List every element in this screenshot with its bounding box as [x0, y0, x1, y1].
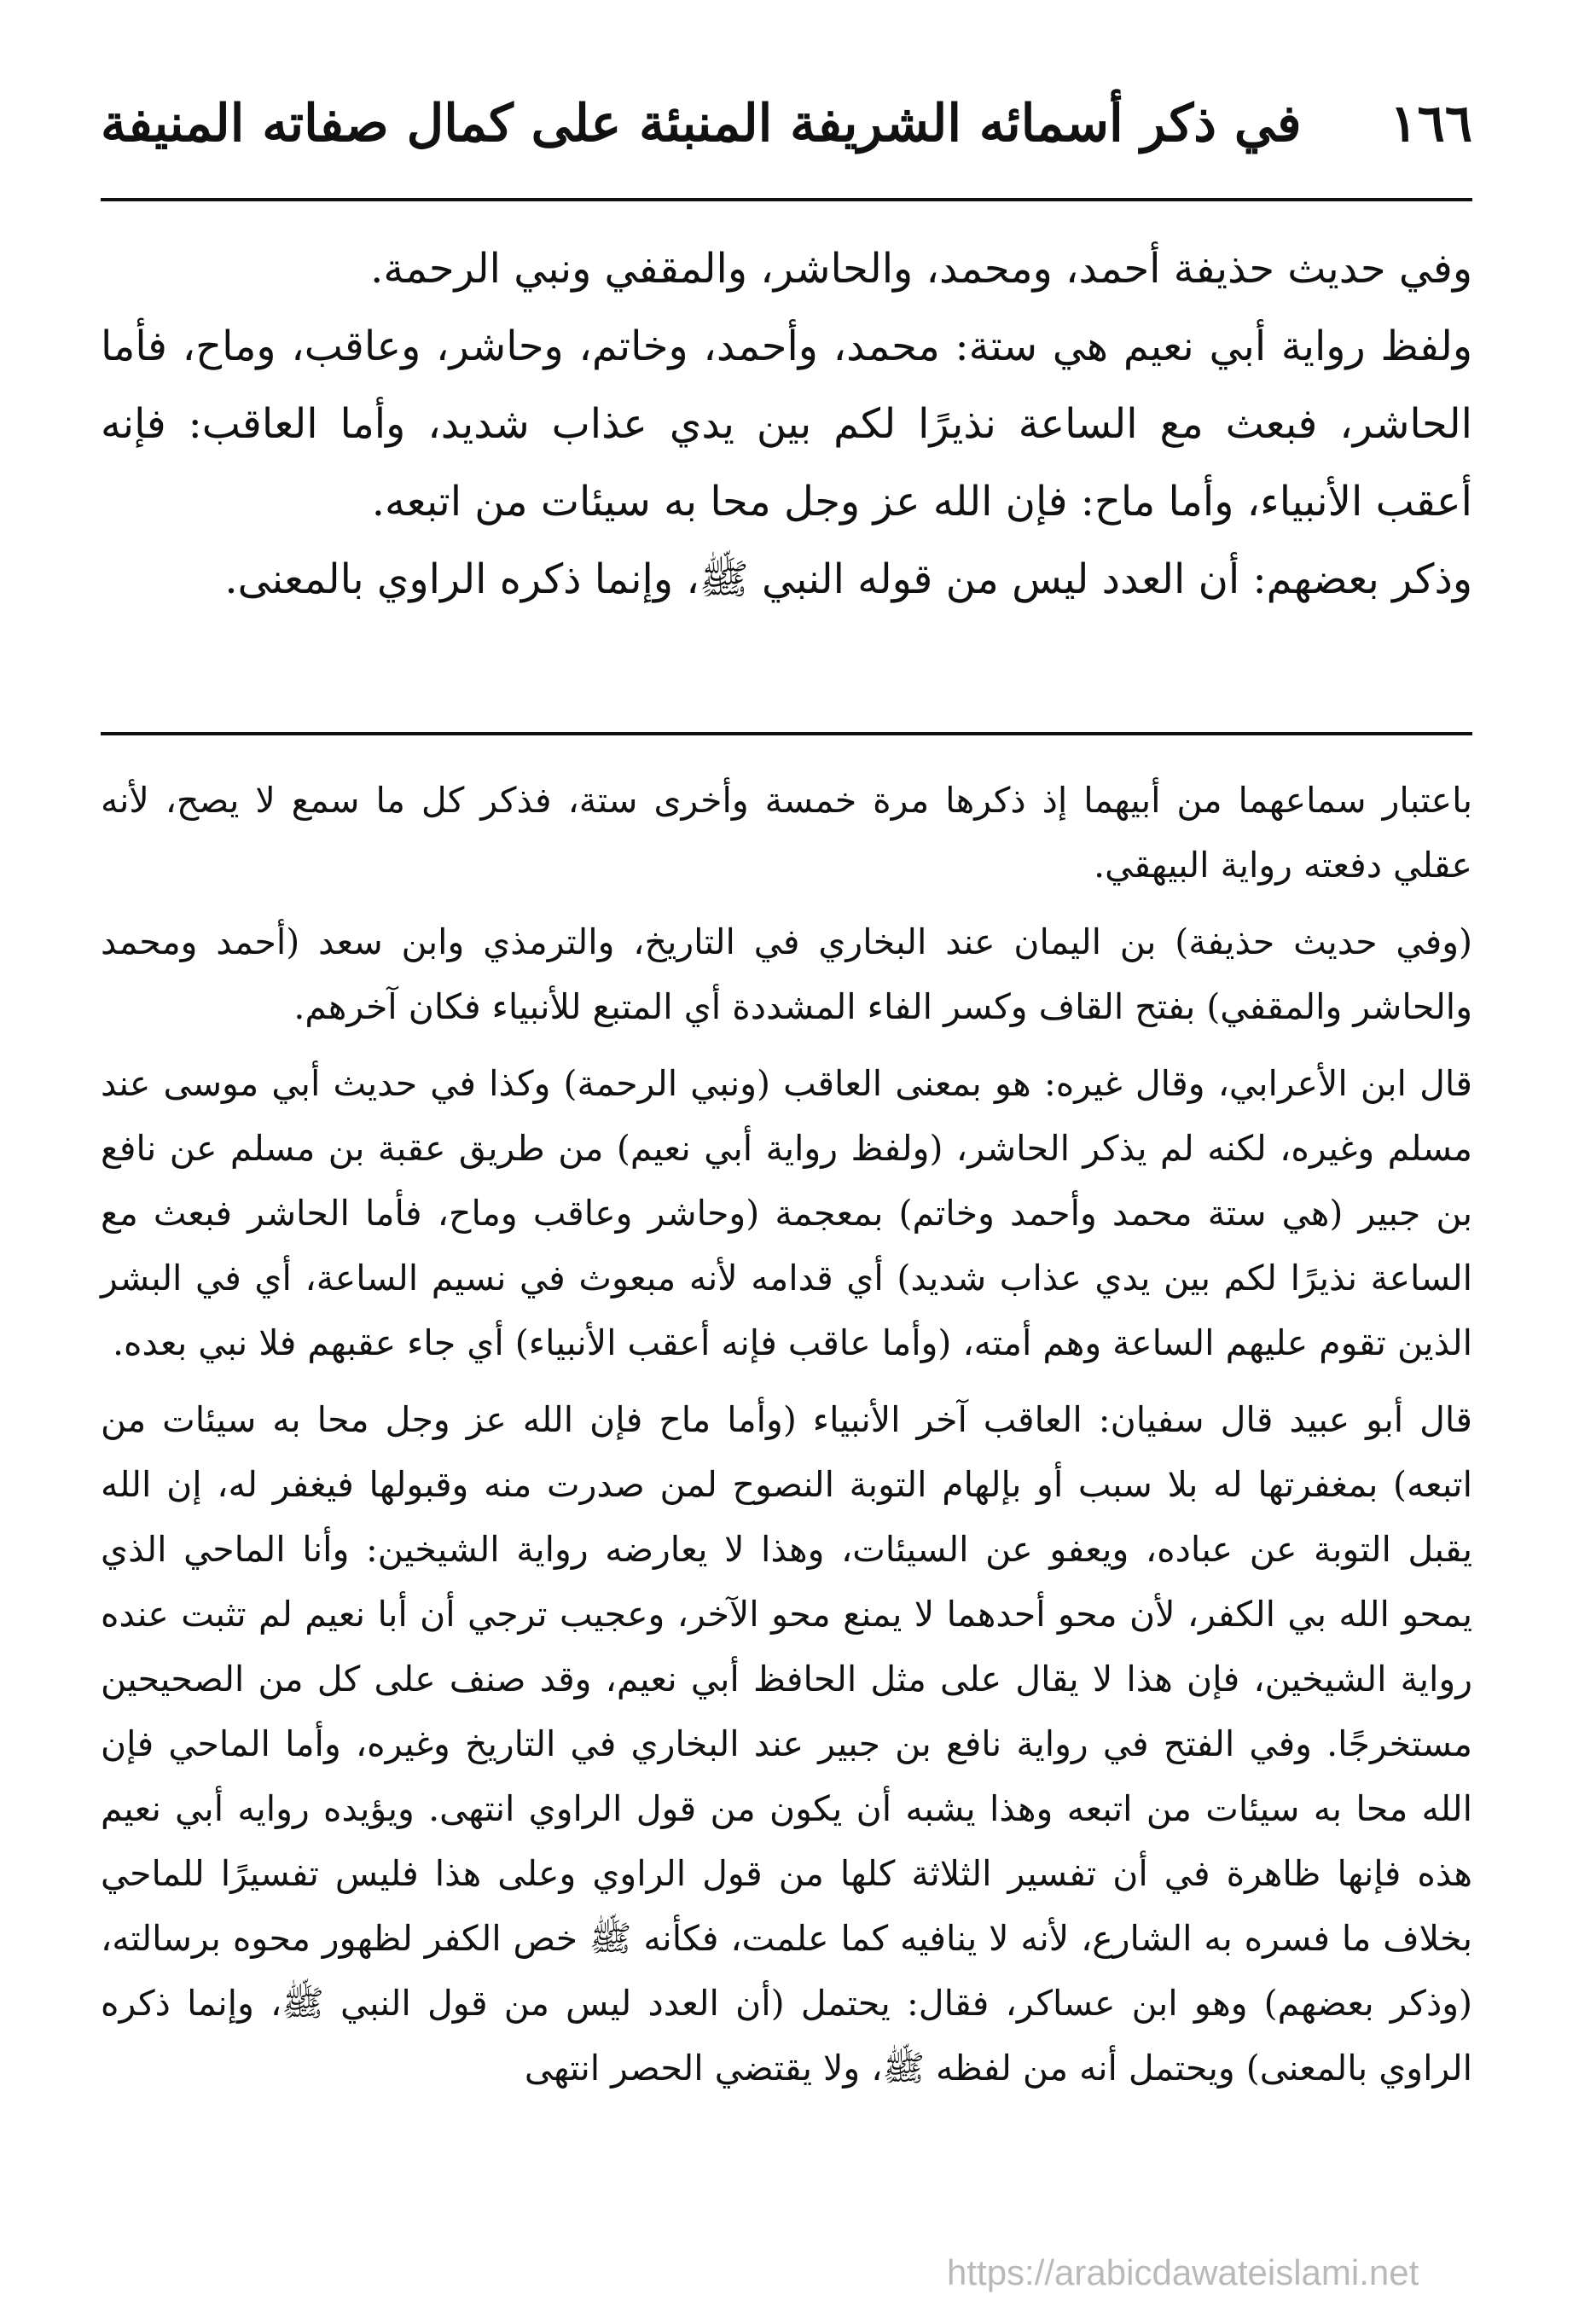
page-number: ١٦٦ — [1390, 94, 1472, 154]
running-title: في ذكر أسمائه الشريفة المنبئة على كمال صفاته المنيفة — [101, 94, 1302, 154]
commentary-paragraph: قال أبو عبيد قال سفيان: العاقب آخر الأنبياء (وأما ماح فإن الله عز وجل محا به سيئات من اتبعه) بمغفرتها له بلا سبب أو بإلهام التوبة النصوح لمن صدرت منه وقبولها فيغفر له، إن الله يقبل التوبة عن عباده، ويعفو عن السيئات، وهذا لا يعارضه رواية الشيخين: وأنا الماحي الذي يمحو الله بي الكفر، لأن محو أحدهما لا يمنع محو الآخر، وعجيب ترجي أن أبا نعيم لم تثبت عنده رواية الشيخين، فإن هذا لا يقال على مثل الحافظ أبي نعيم، وقد صنف على كل من الصحيحين مستخرجًا. وفي الفتح في رواية نافع بن جبير عند البخاري في التاريخ وغيره، وأما الماحي فإن الله محا به سيئات من اتبعه وهذا يشبه أن يكون من قول الراوي انتهى. ويؤيده روايه أبي نعيم هذه فإنها ظاهرة في أن تفسير الثلاثة كلها من قول الراوي وعلى هذا فليس تفسيرًا للماحي بخلاف ما فسره به الشارع، لأنه لا ينافيه كما علمت، فكأنه ﷺ خص الكفر لظهور محوه برسالته، (وذكر بعضهم) وهو ابن عساكر، فقال: يحتمل (أن العدد ليس من قول النبي ﷺ، وإنما ذكره الراوي بالمعنى) ويحتمل أنه من لفظه ﷺ، ولا يقتضي الحصر انتهى — [101, 1399, 1472, 2089]
main-paragraph: وذكر بعضهم: أن العدد ليس من قوله النبي ﷺ، وإنما ذكره الراوي بالمعنى. — [224, 555, 1472, 603]
main-paragraph: وفي حديث حذيفة أحمد، ومحمد، والحاشر، والمقفي ونبي الرحمة. — [370, 245, 1472, 293]
page-header — [101, 85, 1472, 179]
commentary-paragraph: (وفي حديث حذيفة) بن اليمان عند البخاري في التاريخ، والترمذي وابن سعد (أحمد ومحمد والحاشر والمقفي) بفتح القاف وكسر الفاء المشددة أي المتبع للأنبياء فكان آخرهم. — [101, 921, 1472, 1027]
commentary-text — [101, 768, 1472, 2112]
separator-rule — [101, 732, 1472, 735]
commentary-paragraph: باعتبار سماعهما من أبيهما إذ ذكرها مرة خمسة وأخرى ستة، فذكر كل ما سمع لا يصح، لأنه عقلي دفعته رواية البيهقي. — [101, 780, 1472, 886]
commentary-paragraph: قال ابن الأعرابي، وقال غيره: هو بمعنى العاقب (ونبي الرحمة) وكذا في حديث أبي موسى عند مسلم وغيره، لكنه لم يذكر الحاشر، (ولفظ رواية أبي نعيم) من طريق عقبة بن مسلم عن نافع بن جبير (هي ستة محمد وأحمد وخاتم) بمعجمة (وحاشر وعاقب وماح، فأما الحاشر فبعث مع الساعة نذيرًا لكم بين يدي عذاب شديد) أي قدامه لأنه مبعوث في نسيم الساعة، أي في البشر الذين تقوم عليهم الساعة وهم أمته، (وأما عاقب فإنه أعقب الأنبياء) أي جاء عقبهم فلا نبي بعده. — [101, 1063, 1472, 1363]
main-text — [101, 230, 1472, 619]
main-paragraph: ولفظ رواية أبي نعيم هي ستة: محمد، وأحمد، وخاتم، وحاشر، وعاقب، وماح، فأما الحاشر، فبعث مع الساعة نذيرًا لكم بين يدي عذاب شديد، وأما العاقب: فإنه أعقب الأنبياء، وأما ماح: فإن الله عز وجل محا به سيئات من اتبعه. — [101, 322, 1472, 526]
watermark-url: https://arabicdawateislami.net — [947, 2252, 1419, 2292]
header-rule — [101, 198, 1472, 201]
